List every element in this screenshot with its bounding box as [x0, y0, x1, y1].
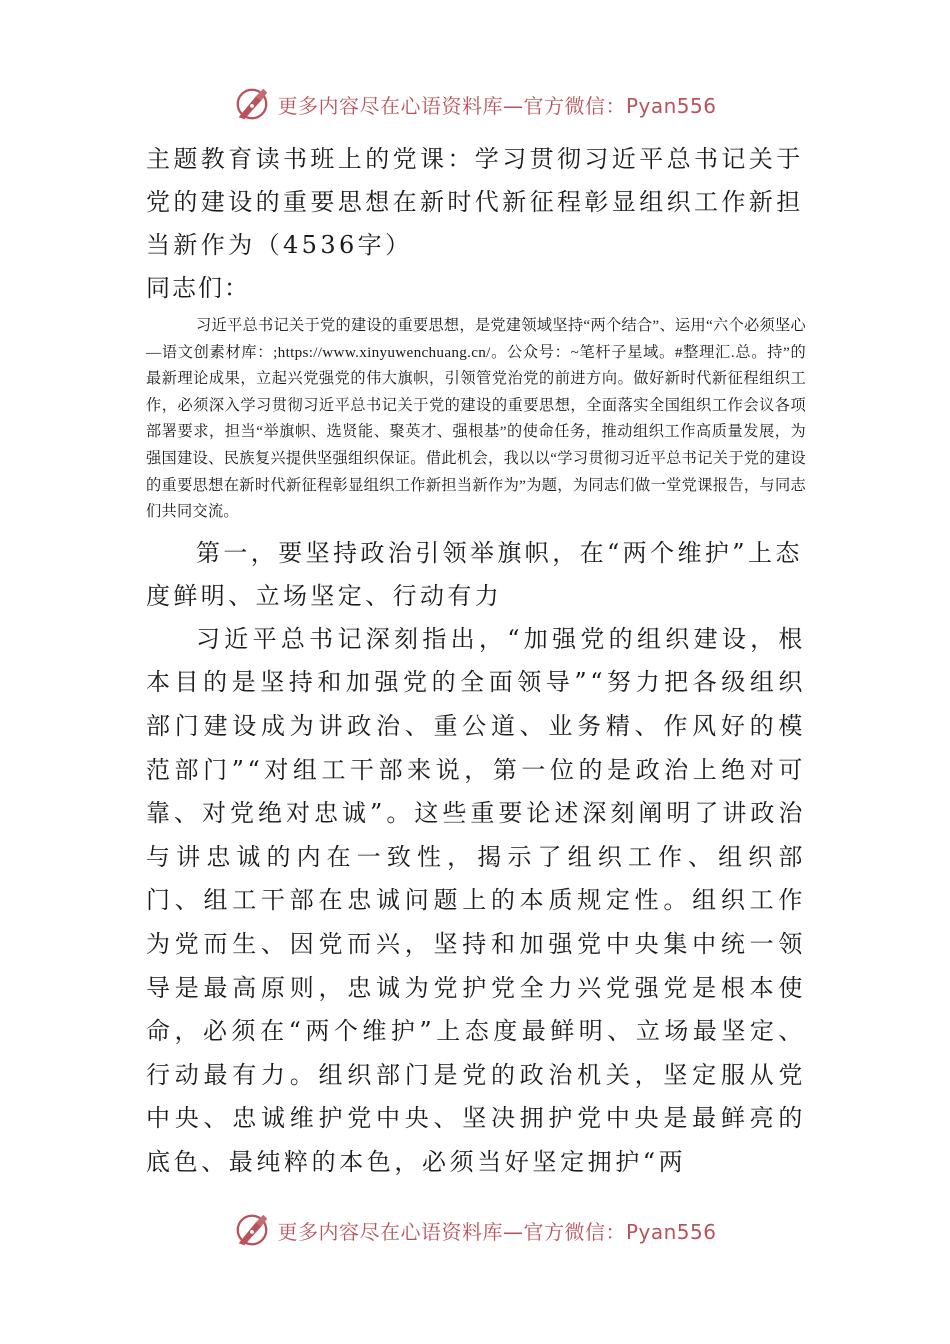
- section-heading: 第一，要坚持政治引领举旗帜，在“两个维护”上态度鲜明、立场坚定、行动有力: [146, 538, 803, 610]
- watermark-text: 更多内容尽在心语资料库—官方微信：Pyan556: [277, 1219, 717, 1244]
- footer-watermark: [0, 1210, 950, 1250]
- document-body: [146, 138, 806, 1184]
- document-title: 主题教育读书班上的党课：学习贯彻习近平总书记关于党的建设的重要思想在新时代新征程彰显组织工作新担当新作为（4536字）: [146, 145, 804, 259]
- greeting: 同志们：: [146, 274, 250, 302]
- header-watermark: [0, 84, 950, 124]
- body-paragraph: 习近平总书记深刻指出，“加强党的组织建设，根本目的是坚持和加强党的全面领导”“努力把各级组织部门建设成为讲政治、重公道、业务精、作风好的模范部门”“对组工干部来说，第一位的是政治上绝对可靠、对党绝对忠诚”。这些重要论述深刻阐明了讲政治与讲忠诚的内在一致性，揭示了组织工作、组织部门、组工干部在忠诚问题上的本质规定性。组织工作为党而生、因党而兴，坚持和加强党中央集中统一领导是最高原则，忠诚为党护党全力兴党强党是根本使命，必须在“两个维护”上态度最鲜明、立场最坚定、行动最有力。组织部门是党的政治机关，坚定服从党中央、忠诚维护党中央、坚决拥护党中央是最鲜亮的底色、最纯粹的本色，必须当好坚定拥护“两: [146, 624, 806, 1176]
- intro-paragraph: 习近平总书记关于党的建设的重要思想，是党建领域坚持“两个结合”、运用“六个必须坚心—语文创素材库：;https://www.xinyuwenchuang.cn/。公众号：~笔杆子星域。#整理汇.总。持”的最新理论成果，立起兴党强党的伟大旗帜，引领管党治党的前进方向。做好新时代新征程组织工作，必须深入学习贯彻习近平总书记关于党的建设的重要思想，全面落实全国组织工作会议各项部署要求，担当“举旗帜、选贤能、聚英才、强根基”的使命任务，推动组织工作高质量发展，为强国建设、民族复兴提供坚强组织保证。借此机会，我以以“学习贯彻习近平总书记关于党的建设的重要思想在新时代新征程彰显组织工作新担当新作为”为题，为同志们做一堂党课报告，与同志们共同交流。: [146, 317, 806, 521]
- watermark-text: 更多内容尽在心语资料库—官方微信：Pyan556: [277, 93, 717, 118]
- pen-nib-logo-icon: [233, 85, 271, 123]
- pen-nib-logo-icon: [233, 1211, 271, 1249]
